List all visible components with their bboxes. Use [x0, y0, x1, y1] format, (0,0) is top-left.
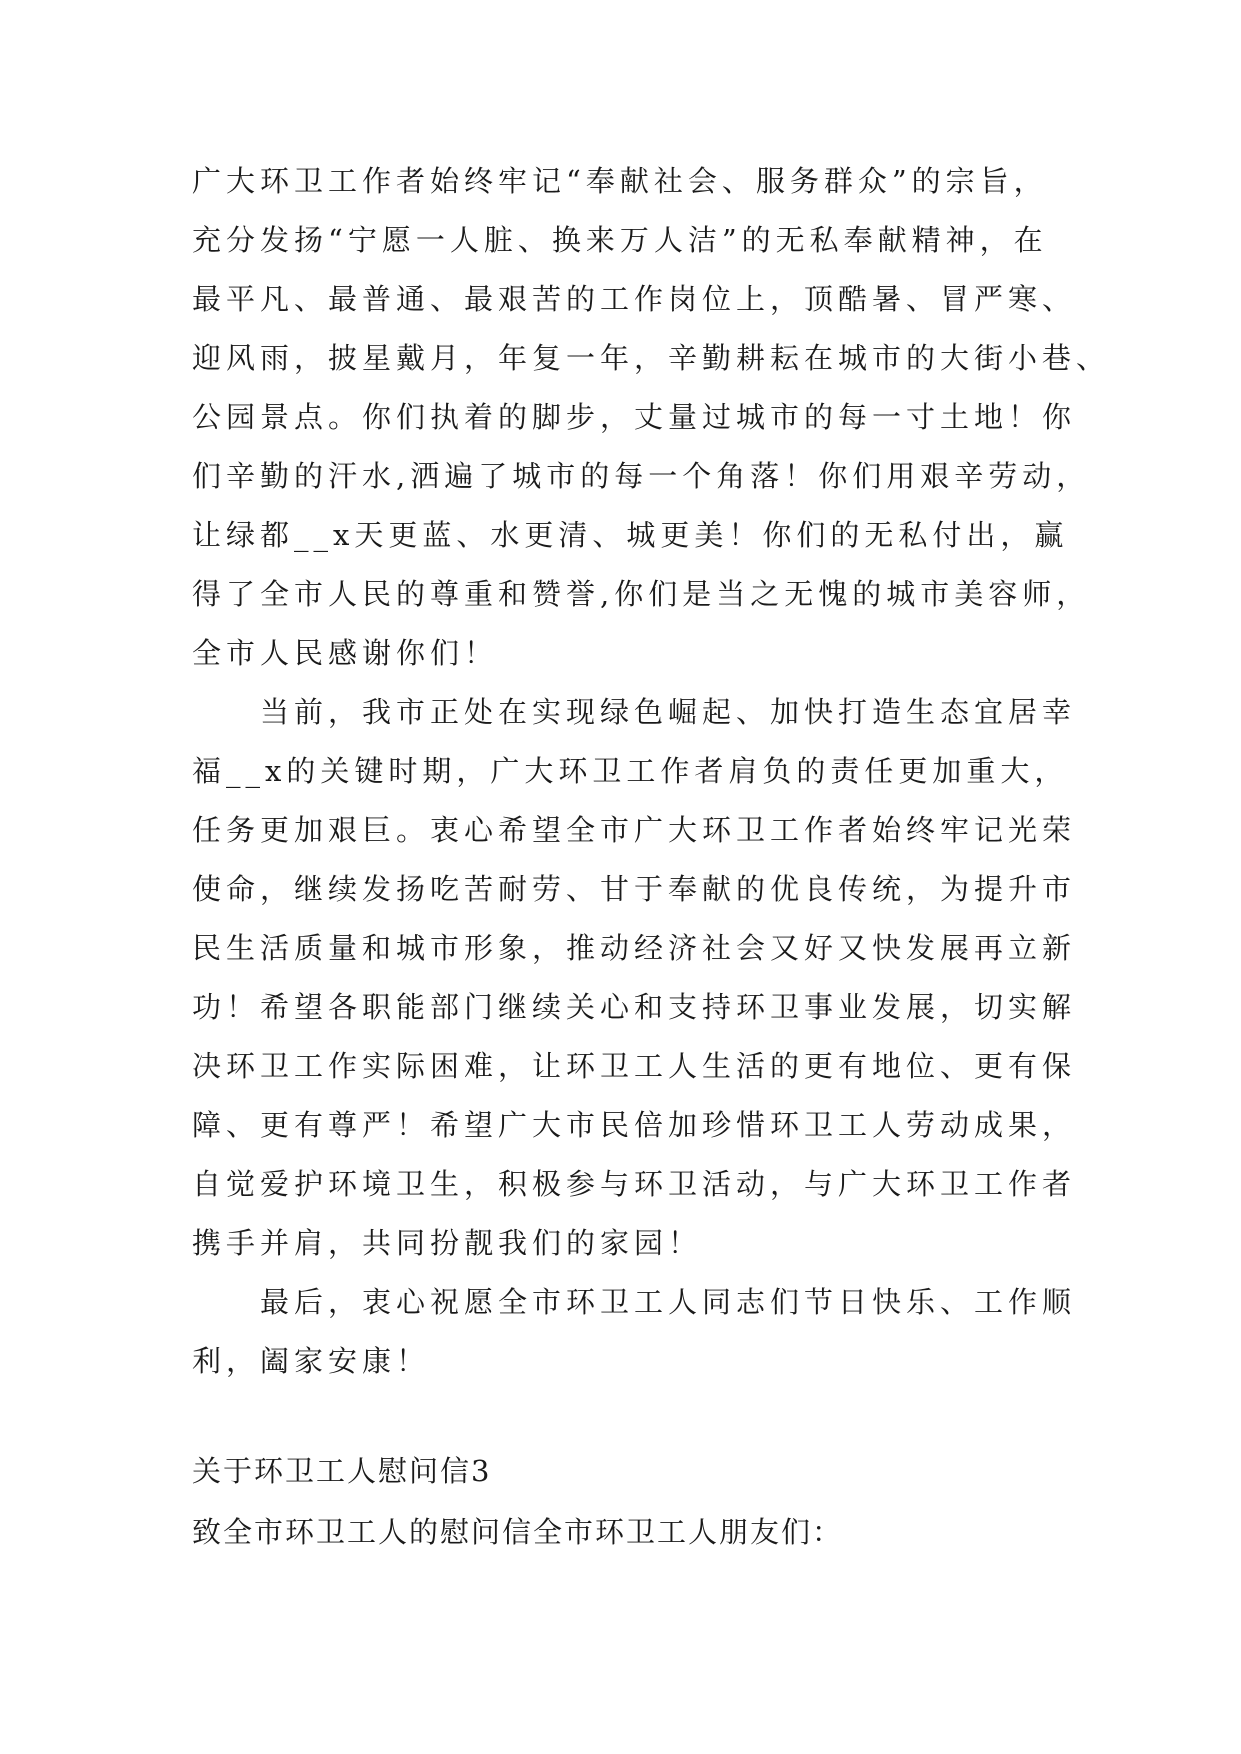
paragraph-line: 使命，继续发扬吃苦耐劳、甘于奉献的优良传统，为提升市: [192, 872, 1077, 906]
paragraph-line: 全市人民感谢你们！: [192, 636, 499, 670]
paragraph-line: 最平凡、最普通、最艰苦的工作岗位上，顶酷暑、冒严寒、: [192, 282, 1077, 316]
paragraph-line: 充分发扬“宁愿一人脏、换来万人洁”的无私奉献精神，在: [192, 223, 1048, 257]
paragraph-line: 让绿都__x天更蓝、水更清、城更美！你们的无私付出，赢: [192, 518, 1069, 552]
paragraph-line: 迎风雨，披星戴月，年复一年，辛勤耕耘在城市的大街小巷、: [192, 341, 1111, 375]
paragraph-line: 当前，我市正处在实现绿色崛起、加快打造生态宜居幸: [260, 695, 1077, 729]
paragraph-1: [192, 152, 1111, 683]
paragraph-line: 公园景点。你们执着的脚步，丈量过城市的每一寸土地！你: [192, 400, 1077, 434]
paragraph-line: 障、更有尊严！希望广大市民倍加珍惜环卫工人劳动成果，: [192, 1108, 1077, 1142]
paragraph-line: 自觉爱护环境卫生，积极参与环卫活动，与广大环卫工作者: [192, 1167, 1077, 1201]
paragraph-line: 福__x的关键时期，广大环卫工作者肩负的责任更加重大，: [192, 754, 1069, 788]
paragraph-line: 功！希望各职能部门继续关心和支持环卫事业发展，切实解: [192, 990, 1077, 1024]
paragraph-2: [192, 683, 1092, 1273]
letter-salutation: 致全市环卫工人的慰问信全市环卫工人朋友们：: [192, 1515, 844, 1549]
paragraph-line: 民生活质量和城市形象，推动经济社会又好又快发展再立新: [192, 931, 1077, 965]
paragraph-line: 广大环卫工作者始终牢记“奉献社会、服务群众”的宗旨，: [192, 164, 1048, 198]
paragraph-line: 们辛勤的汗水,洒遍了城市的每一个角落！你们用艰辛劳动，: [192, 459, 1091, 493]
letter-body: [192, 152, 1111, 1391]
paragraph-line: 利，阖家安康！: [192, 1344, 431, 1378]
paragraph-3: [192, 1273, 1092, 1391]
section-heading: 关于环卫工人慰问信3: [192, 1454, 492, 1488]
paragraph-line: 任务更加艰巨。衷心希望全市广大环卫工作者始终牢记光荣: [192, 813, 1077, 847]
paragraph-line: 最后，衷心祝愿全市环卫工人同志们节日快乐、工作顺: [260, 1285, 1077, 1319]
paragraph-line: 决环卫工作实际困难，让环卫工人生活的更有地位、更有保: [192, 1049, 1077, 1083]
paragraph-line: 携手并肩，共同扮靓我们的家园！: [192, 1226, 703, 1260]
section-heading-block: [192, 1442, 1092, 1562]
paragraph-line: 得了全市人民的尊重和赞誉,你们是当之无愧的城市美容师，: [192, 577, 1091, 611]
